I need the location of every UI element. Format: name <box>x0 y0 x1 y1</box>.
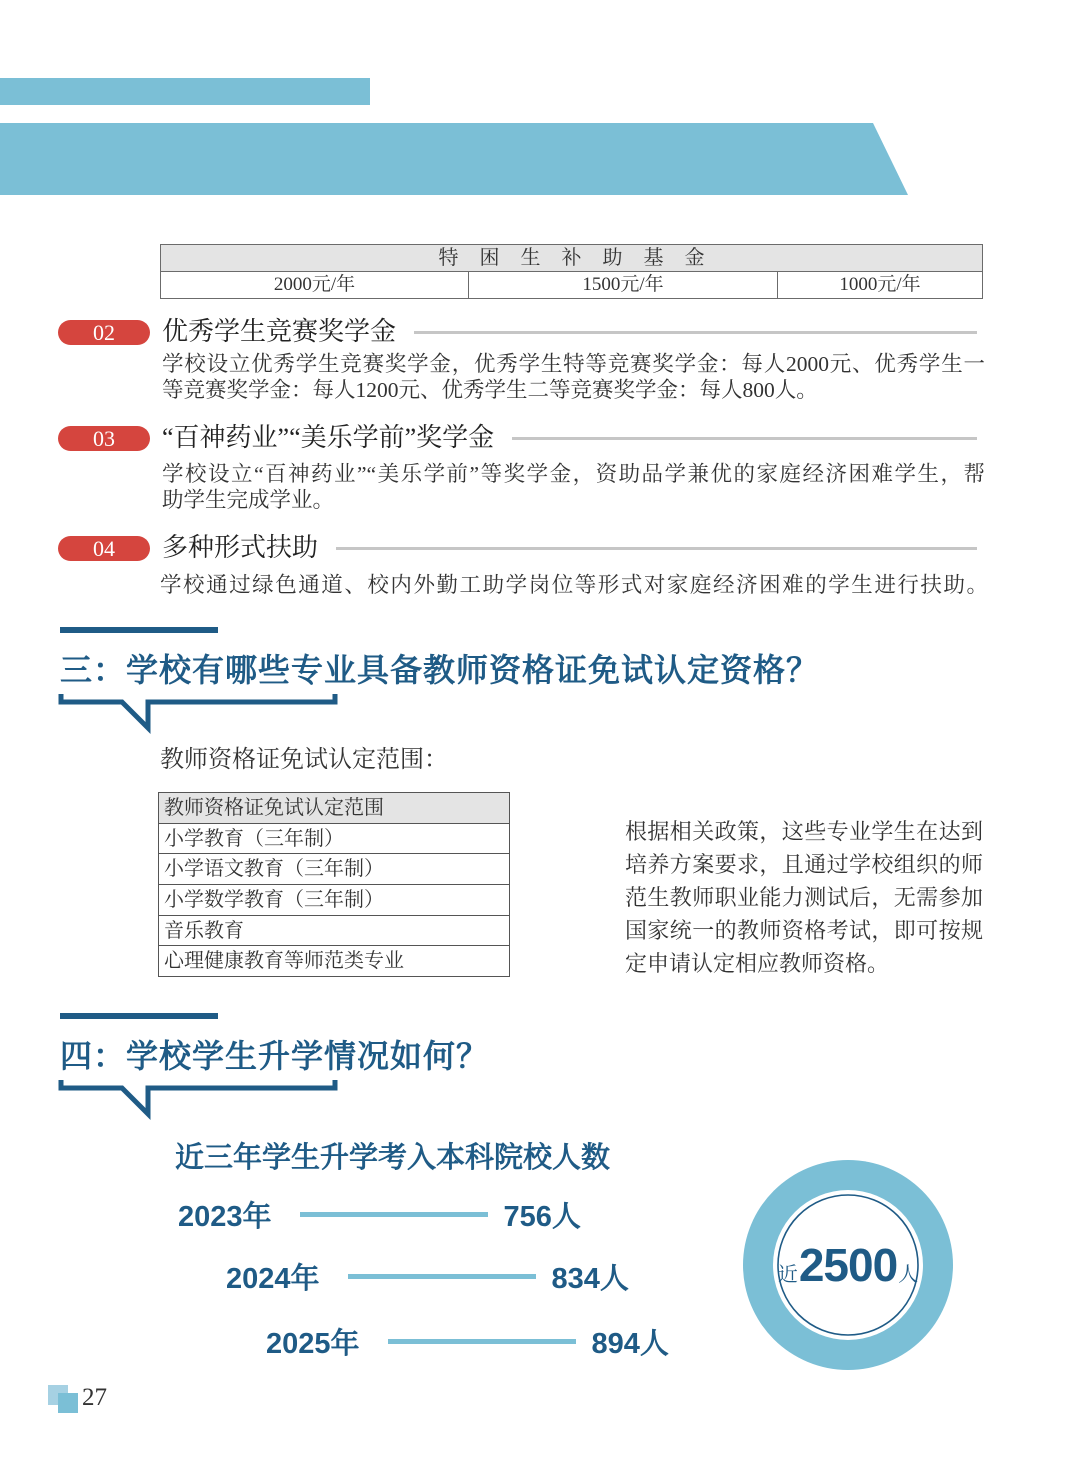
stat-year: 2024年 <box>226 1262 320 1295</box>
section-number-badge: 03 <box>58 426 150 451</box>
section-title: 优秀学生竞赛奖学金 <box>162 317 397 346</box>
question-4-heading: 四：学校学生升学情况如何？ <box>60 1038 490 1074</box>
top-accent-strip <box>0 78 370 105</box>
major-cell: 小学教育（三年制） <box>159 823 510 854</box>
section-number-badge: 02 <box>58 320 150 345</box>
header-banner <box>0 123 910 195</box>
major-cell: 小学数学教育（三年制） <box>159 885 510 916</box>
policy-line: 国家统一的教师资格考试，即可按规 <box>625 918 983 943</box>
header-banner-shape <box>0 123 908 195</box>
subsidy-table-title: 特困生补助基金 <box>161 245 983 272</box>
stat-row-2023 <box>178 1196 581 1232</box>
table-row <box>159 946 510 977</box>
subsidy-table-header-row <box>161 245 983 272</box>
body-line: 等竞赛奖学金：每人1200元、优秀学生二等竞赛奖学金：每人800人。 <box>162 378 818 402</box>
section-divider <box>336 547 977 550</box>
subsidy-amount-1: 2000元/年 <box>161 272 469 299</box>
section-03-header <box>58 423 977 453</box>
stat-year: 2025年 <box>266 1327 360 1360</box>
cert-policy-text <box>625 815 983 980</box>
section-02-body <box>162 351 985 403</box>
policy-line: 定申请认定相应教师资格。 <box>625 951 890 976</box>
section-divider <box>414 331 977 334</box>
section-divider <box>512 437 977 440</box>
further-study-subtitle: 近三年学生升学考入本科院校人数 <box>175 1142 611 1174</box>
cert-scope-table <box>158 792 510 977</box>
total-value: 2500 <box>798 1239 898 1291</box>
stat-connector-bar <box>388 1339 576 1344</box>
total-count-label <box>738 1155 958 1375</box>
table-row <box>159 885 510 916</box>
table-header-row <box>159 793 510 824</box>
section-title: “百神药业”“美乐学前”奖学金 <box>162 423 495 452</box>
major-cell: 心理健康教育等师范类专业 <box>159 946 510 977</box>
table-row <box>159 854 510 885</box>
table-row <box>159 915 510 946</box>
section-04-header <box>58 533 977 563</box>
cert-scope-label: 教师资格证免试认定范围： <box>160 747 448 773</box>
table-row <box>159 823 510 854</box>
speech-bracket-path <box>61 1080 335 1114</box>
body-line: 学校设立“百神药业”“美乐学前”等奖学金，资助品学兼优的家庭经济困难学生，帮 <box>162 462 985 486</box>
section-title: 多种形式扶助 <box>162 533 319 562</box>
major-cell: 音乐教育 <box>159 915 510 946</box>
major-cell: 小学语文教育（三年制） <box>159 854 510 885</box>
body-line: 助学生完成学业。 <box>162 488 335 512</box>
section-04-body <box>160 572 988 598</box>
body-line: 学校通过绿色通道、校内外勤工助学岗位等形式对家庭经济困难的学生进行扶助。 <box>160 573 988 597</box>
page-number: 27 <box>82 1384 107 1411</box>
total-suffix: 人 <box>898 1264 919 1286</box>
stat-count: 834人 <box>551 1262 629 1295</box>
stat-year: 2023年 <box>178 1200 272 1233</box>
cert-table-header: 教师资格证免试认定范围 <box>159 793 510 824</box>
stat-connector-bar <box>300 1212 488 1217</box>
subsidy-table <box>160 244 983 299</box>
subsidy-amount-3: 1000元/年 <box>778 272 983 299</box>
speech-bracket-path <box>61 694 335 728</box>
body-line: 学校设立优秀学生竞赛奖学金，优秀学生特等竞赛奖学金：每人2000元、优秀学生一 <box>162 352 985 376</box>
stat-connector-bar <box>348 1274 536 1279</box>
question-3-heading: 三：学校有哪些专业具备教师资格证免试认定资格？ <box>60 652 820 688</box>
section-02-header <box>58 317 977 347</box>
total-prefix: 近 <box>777 1264 798 1286</box>
stat-row-2024 <box>226 1258 629 1294</box>
stat-count: 756人 <box>503 1200 581 1233</box>
question-4-speech-bracket <box>58 1076 340 1121</box>
subsidy-table-amount-row <box>161 272 983 299</box>
subsidy-amount-2: 1500元/年 <box>469 272 778 299</box>
stat-count: 894人 <box>591 1327 669 1360</box>
page-number-square-icon <box>58 1393 78 1413</box>
policy-line: 培养方案要求，且通过学校组织的师 <box>625 852 983 877</box>
question-3-top-bar <box>60 627 218 633</box>
question-3-speech-bracket <box>58 690 340 735</box>
policy-line: 范生教师职业能力测试后，无需参加 <box>625 885 983 910</box>
stat-row-2025 <box>266 1323 669 1359</box>
section-03-body <box>162 461 985 513</box>
section-number-badge: 04 <box>58 536 150 561</box>
question-4-top-bar <box>60 1013 218 1019</box>
policy-line: 根据相关政策，这些专业学生在达到 <box>625 819 983 844</box>
